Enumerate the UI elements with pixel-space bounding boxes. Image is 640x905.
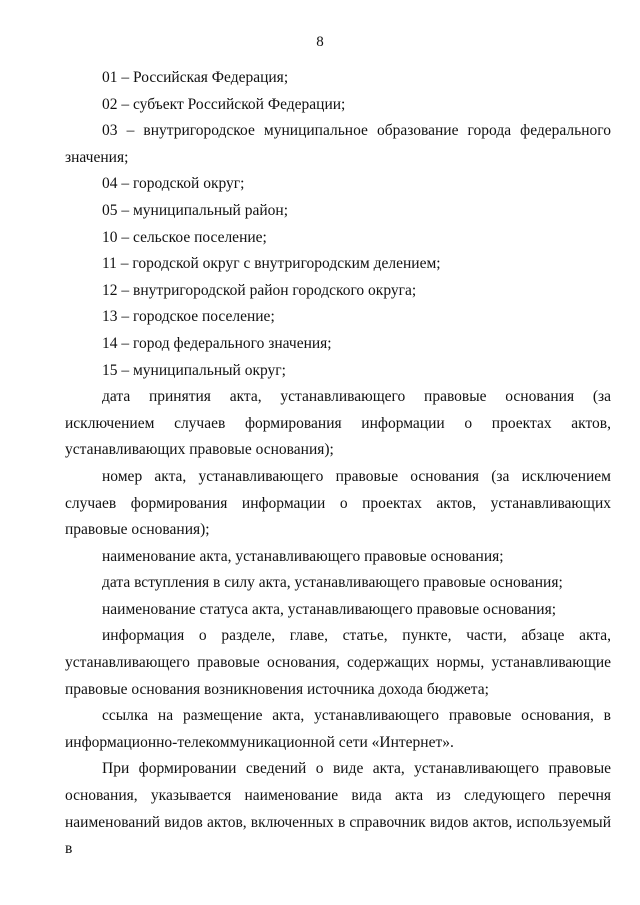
paragraph: информация о разделе, главе, статье, пункте, части, абзаце акта, устанавливающего правовые основания, содержащих нормы, устанавливающие правовые основания возникновения источника дохода бюджета; <box>65 627 611 698</box>
list-item: 12 – внутригородской район городского округа; <box>102 281 417 299</box>
paragraph: При формировании сведений о виде акта, устанавливающего правовые основания, указывается наименование вида акта из следующего перечня наименований видов актов, включенных в справочник видов актов, используемый в <box>65 760 611 858</box>
paragraph: наименование статуса акта, устанавливающего правовые основания; <box>102 600 557 618</box>
list-item: 15 – муниципальный округ; <box>102 361 286 379</box>
paragraph: дата принятия акта, устанавливающего правовые основания (за исключением случаев формирования информации о проектах актов, устанавливающих правовые основания); <box>65 388 611 459</box>
list-item: 11 – городской округ с внутригородским делением; <box>102 255 441 273</box>
list-item: 10 – сельское поселение; <box>102 228 267 246</box>
list-item: 04 – городской округ; <box>102 175 245 193</box>
list-item: 05 – муниципальный район; <box>102 201 289 219</box>
paragraph: номер акта, устанавливающего правовые основания (за исключением случаев формирования информации о проектах актов, устанавливающих правовые основания); <box>65 467 611 539</box>
paragraph: дата вступления в силу акта, устанавливающего правовые основания; <box>102 574 563 592</box>
paragraph: ссылка на размещение акта, устанавливающего правовые основания, в информационно-телекоммуникационной сети «Интернет». <box>65 707 611 751</box>
list-item: 01 – Российская Федерация; <box>102 69 289 86</box>
paragraph: наименование акта, устанавливающего правовые основания; <box>102 547 504 565</box>
list-item: 02 – субъект Российской Федерации; <box>102 95 346 113</box>
list-item: 13 – городское поселение; <box>102 308 275 326</box>
page-number: 8 <box>316 34 324 50</box>
list-item: 03 – внутригородское муниципальное образование города федерального значения; <box>65 122 611 166</box>
document-body <box>65 65 611 863</box>
list-item: 14 – город федерального значения; <box>102 334 332 352</box>
